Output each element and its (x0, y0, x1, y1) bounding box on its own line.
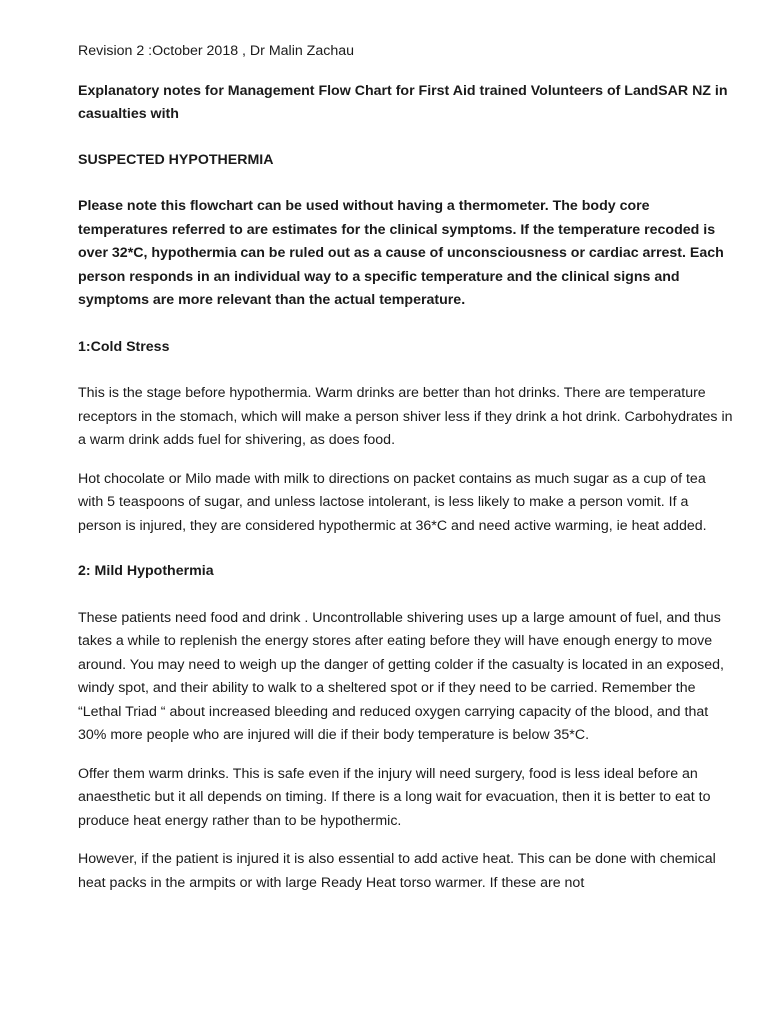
document-title: Explanatory notes for Management Flow Chart for First Aid trained Volunteers of LandSAR NZ in casualties with (78, 82, 728, 122)
mild-hypothermia-paragraph-3: However, if the patient is injured it is also essential to add active heat. This can be done with chemical heat packs in the armpits or with large Ready Heat torso warmer. If these are not (78, 851, 716, 891)
cold-stress-paragraph-2: Hot chocolate or Milo made with milk to directions on packet contains as much sugar as a cup of tea with 5 teaspoons of sugar, and unless lactose intolerant, is less likely to make a person vomit. If a person is injured, they are considered hypothermic at 36*C and need active warming, ie heat added. (78, 470, 707, 534)
mild-hypothermia-paragraph-2: Offer them warm drinks. This is safe even if the injury will need surgery, food is less ideal before an anaesthetic but it all depends on timing. If there is a long wait for evacuation, then it is better to eat to produce heat energy rather than to be hypothermic. (78, 765, 711, 829)
revision-line: Revision 2 :October 2018 , Dr Malin Zachau (78, 43, 354, 59)
document-page (78, 40, 733, 910)
section-heading-cold-stress: 1:Cold Stress (78, 338, 170, 355)
section-heading-mild-hypothermia: 2: Mild Hypothermia (78, 563, 214, 579)
subject-heading: SUSPECTED HYPOTHERMIA (78, 151, 274, 168)
mild-hypothermia-paragraph-1: These patients need food and drink . Uncontrollable shivering uses up a large amount of fuel, and thus takes a while to replenish the energy stores after eating before they will have enough energy to move around. You may need to weigh up the danger of getting colder if the casualty is located in an exposed, windy spot, and their ability to walk to a sheltered spot or if they need to be carried. Remember the “Lethal Triad “ about increased bleeding and reduced oxygen carrying capacity of the blood, and that 30% more people who are injured will die if their body temperature is below 35*C. (78, 609, 724, 743)
cold-stress-paragraph-1: This is the stage before hypothermia. Warm drinks are better than hot drinks. There are temperature receptors in the stomach, which will make a person shiver less if they drink a hot drink. Carbohydrates in a warm drink adds fuel for shivering, as does food. (78, 385, 733, 448)
thermometer-note: Please note this flowchart can be used without having a thermometer. The body core temperatures referred to are estimates for the clinical symptoms. If the temperature recoded is over 32*C, hypothermia can be ruled out as a cause of unconsciousness or cardiac arrest. Each person responds in an individual way to a specific temperature and the clinical signs and symptoms are more relevant than the actual temperature. (78, 198, 724, 308)
